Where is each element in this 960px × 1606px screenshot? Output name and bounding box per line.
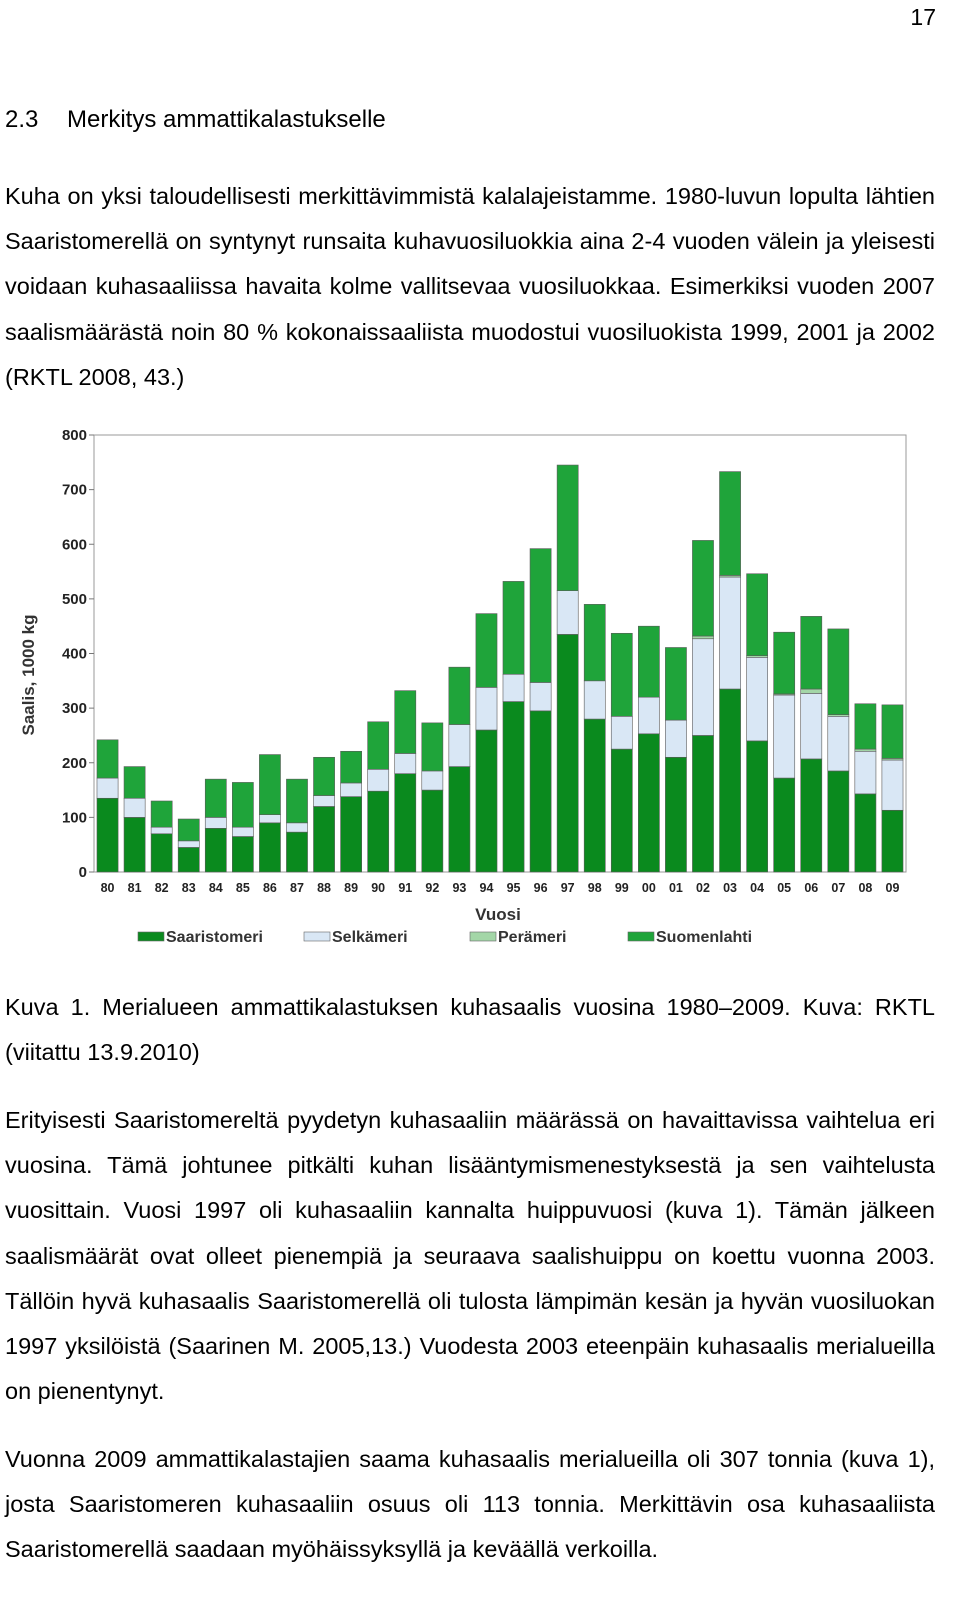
bar-segment <box>692 735 713 872</box>
bar-segment <box>314 757 335 795</box>
bar-segment <box>151 834 172 872</box>
x-tick-label: 93 <box>452 881 467 895</box>
bar-segment <box>801 759 822 872</box>
bar-segment <box>530 682 551 710</box>
bar-segment <box>341 751 362 783</box>
y-tick-label: 700 <box>61 481 87 499</box>
bar-segment <box>449 725 470 767</box>
x-tick-label: 84 <box>208 881 223 895</box>
legend-swatch <box>304 932 330 941</box>
bar-segment <box>422 723 443 771</box>
legend-swatch <box>470 932 496 941</box>
bar-segment <box>692 540 713 636</box>
y-tick-label: 100 <box>61 809 87 827</box>
bar-segment <box>855 749 876 751</box>
bar-segment <box>449 667 470 724</box>
bar-segment <box>449 767 470 872</box>
bar-segment <box>882 810 903 872</box>
bar-segment <box>828 629 849 715</box>
bar-segment <box>503 702 524 872</box>
x-tick-label: 96 <box>533 881 548 895</box>
bar-segment <box>232 782 253 827</box>
bar-segment <box>638 626 659 697</box>
y-tick-label: 0 <box>78 864 87 881</box>
chart-svg <box>8 420 928 965</box>
legend-label: Selkämeri <box>332 929 408 946</box>
x-tick-label: 09 <box>885 881 900 895</box>
figure-caption: Kuva 1. Merialueen ammattikalastuksen kuhasaalis vuosina 1980–2009. Kuva: RKTL (viitattu 13.9.2010) <box>5 994 935 1066</box>
bar-segment <box>422 771 443 790</box>
bar-segment <box>151 801 172 827</box>
bar-segment <box>692 636 713 639</box>
bar-segment <box>232 827 253 836</box>
x-tick-label: 85 <box>235 881 250 895</box>
x-tick-label: 05 <box>777 881 792 895</box>
paragraph-2009: Vuonna 2009 ammattikalastajien saama kuhasaalis merialueilla oli 307 tonnia (kuva 1), josta Saaristomeren kuhasaaliin osuus oli 113 tonnia. Merkittävin osa kuhasaaliista Saaristomerellä saadaan myöhäissyksyllä ja keväällä verkoilla. <box>5 1446 935 1563</box>
bar-segment <box>124 767 145 799</box>
bar-segment <box>205 828 226 872</box>
x-tick-label: 86 <box>262 881 277 895</box>
section-number: 2.3 <box>5 106 39 133</box>
bar-segment <box>205 779 226 817</box>
bar-segment <box>801 693 822 759</box>
bar-segment <box>476 614 497 688</box>
bar-segment <box>584 681 605 719</box>
bar-segment <box>395 753 416 773</box>
bar-segment <box>611 716 632 749</box>
bar-segment <box>855 794 876 872</box>
y-tick-label: 500 <box>61 590 87 608</box>
bar-segment <box>124 798 145 817</box>
x-tick-label: 94 <box>479 881 494 895</box>
bar-segment <box>855 704 876 749</box>
bar-segment <box>395 691 416 754</box>
bar-segment <box>476 730 497 872</box>
x-tick-label: 87 <box>290 881 304 895</box>
bar-segment <box>557 591 578 635</box>
bar-segment <box>774 778 795 872</box>
bar-segment <box>584 604 605 680</box>
bar-segment <box>476 687 497 730</box>
x-tick-label: 06 <box>804 881 819 895</box>
legend-label: Suomenlahti <box>656 929 753 946</box>
bar-segment <box>638 734 659 872</box>
y-tick-label: 200 <box>61 754 87 772</box>
bar-segment <box>882 760 903 810</box>
bar-segment <box>747 574 768 656</box>
y-tick-label: 600 <box>61 536 87 554</box>
y-tick-label: 300 <box>61 700 87 718</box>
bar-segment <box>557 634 578 872</box>
bar-segment <box>314 806 335 872</box>
section-heading <box>5 106 386 134</box>
section-title: Merkitys ammattikalastukselle <box>67 106 386 133</box>
bar-segment <box>530 711 551 872</box>
x-tick-label: 02 <box>696 881 710 895</box>
bar-segment <box>259 755 280 815</box>
bar-segment <box>720 577 741 689</box>
y-tick-label: 400 <box>61 645 87 663</box>
bar-segment <box>178 847 199 872</box>
bar-segment <box>368 791 389 872</box>
x-tick-label: 82 <box>154 881 169 895</box>
bar-segment <box>124 817 145 872</box>
bar-segment <box>665 720 686 757</box>
bar-segment <box>774 695 795 778</box>
x-tick-label: 08 <box>858 881 873 895</box>
bar-segment <box>286 823 307 832</box>
bar-segment <box>151 827 172 834</box>
legend-swatch <box>138 932 164 941</box>
bar-segment <box>530 549 551 683</box>
x-tick-label: 98 <box>587 881 602 895</box>
bar-segment <box>503 674 524 701</box>
x-tick-label: 95 <box>506 881 521 895</box>
bar-segment <box>259 823 280 872</box>
bar-segment <box>205 817 226 828</box>
x-tick-label: 80 <box>100 881 115 895</box>
bar-segment <box>259 815 280 823</box>
bar-segment <box>638 697 659 734</box>
bar-segment <box>178 841 199 848</box>
x-tick-label: 00 <box>641 881 656 895</box>
x-tick-label: 03 <box>723 881 738 895</box>
bar-segment <box>801 689 822 693</box>
x-tick-label: 04 <box>750 881 765 895</box>
bar-segment <box>178 819 199 841</box>
bar-segment <box>828 716 849 771</box>
bar-segment <box>828 771 849 872</box>
x-tick-label: 97 <box>560 881 575 895</box>
bar-segment <box>882 705 903 759</box>
bar-segment <box>503 581 524 674</box>
bar-segment <box>232 836 253 872</box>
bar-segment <box>692 639 713 736</box>
legend-swatch <box>628 932 654 941</box>
bar-segment <box>368 769 389 791</box>
x-tick-label: 07 <box>831 881 846 895</box>
x-tick-label: 99 <box>614 881 629 895</box>
paragraph-variation: Erityisesti Saaristomereltä pyydetyn kuhasaaliin määrässä on havaittavissa vaihtelua eri vuosina. Tämä johtunee pitkälti kuhan lisääntymismenestyksestä ja sen vaihtelusta vuosittain. Vuosi 1997 oli kuhasaaliin kannalta huippuvuosi (kuva 1). Tämän jälkeen saalismäärät ovat olleet pienempiä ja seuraava saalishuippu on koettu vuonna 2003. Tällöin hyvä kuhasaalis Saaristomerellä oli tulosta lämpimän kesän ja hyvän vuosiluokan 1997 yksilöistä (Saarinen M. 2005,13.) Vuodesta 2003 eteenpäin kuhasaalis merialueilla on pienentynyt. <box>5 1107 935 1405</box>
bar-segment <box>665 757 686 872</box>
bar-segment <box>557 465 578 591</box>
x-tick-label: 89 <box>344 881 359 895</box>
y-axis-title: Saalis, 1000 kg <box>19 614 38 736</box>
x-tick-label: 92 <box>425 881 440 895</box>
y-tick-label: 800 <box>61 427 87 444</box>
bar-segment <box>368 722 389 770</box>
bar-segment <box>747 657 768 741</box>
x-tick-label: 81 <box>127 881 142 895</box>
legend-label: Saaristomeri <box>166 929 263 946</box>
bar-segment <box>665 647 686 720</box>
legend-label: Perämeri <box>498 929 567 946</box>
x-tick-label: 91 <box>398 881 413 895</box>
bar-segment <box>97 740 118 778</box>
bar-segment <box>314 796 335 807</box>
x-axis-title: Vuosi <box>475 905 521 924</box>
x-tick-label: 01 <box>668 881 683 895</box>
bar-segment <box>720 689 741 872</box>
paragraph-intro: Kuha on yksi taloudellisesti merkittävimmistä kalalajeistamme. 1980-luvun lopulta lähtien Saaristomerellä on syntynyt runsaita kuhavuosiluokkia aina 2-4 vuoden välein ja yleisesti voidaan kuhasaaliissa havaita kolme vallitsevaa vuosiluokkaa. Esimerkiksi vuoden 2007 saalismäärästä noin 80 % kokonaissaaliista muodostui vuosiluokista 1999, 2001 ja 2002 (RKTL 2008, 43.) <box>5 183 935 390</box>
catch-chart <box>8 420 928 965</box>
bar-segment <box>720 472 741 576</box>
bar-segment <box>422 790 443 872</box>
bar-segment <box>97 778 118 798</box>
bar-segment <box>341 797 362 872</box>
bar-segment <box>747 741 768 872</box>
bar-segment <box>774 632 795 694</box>
bar-segment <box>286 779 307 823</box>
bar-segment <box>395 774 416 872</box>
page-number: 17 <box>910 4 936 30</box>
bar-segment <box>611 749 632 872</box>
bar-segment <box>341 783 362 797</box>
bar-segment <box>855 751 876 794</box>
bar-segment <box>97 798 118 872</box>
x-tick-label: 83 <box>181 881 196 895</box>
bar-segment <box>611 633 632 716</box>
bar-segment <box>584 719 605 872</box>
x-tick-label: 88 <box>317 881 332 895</box>
bar-segment <box>286 832 307 872</box>
bar-segment <box>801 616 822 689</box>
x-tick-label: 90 <box>371 881 386 895</box>
